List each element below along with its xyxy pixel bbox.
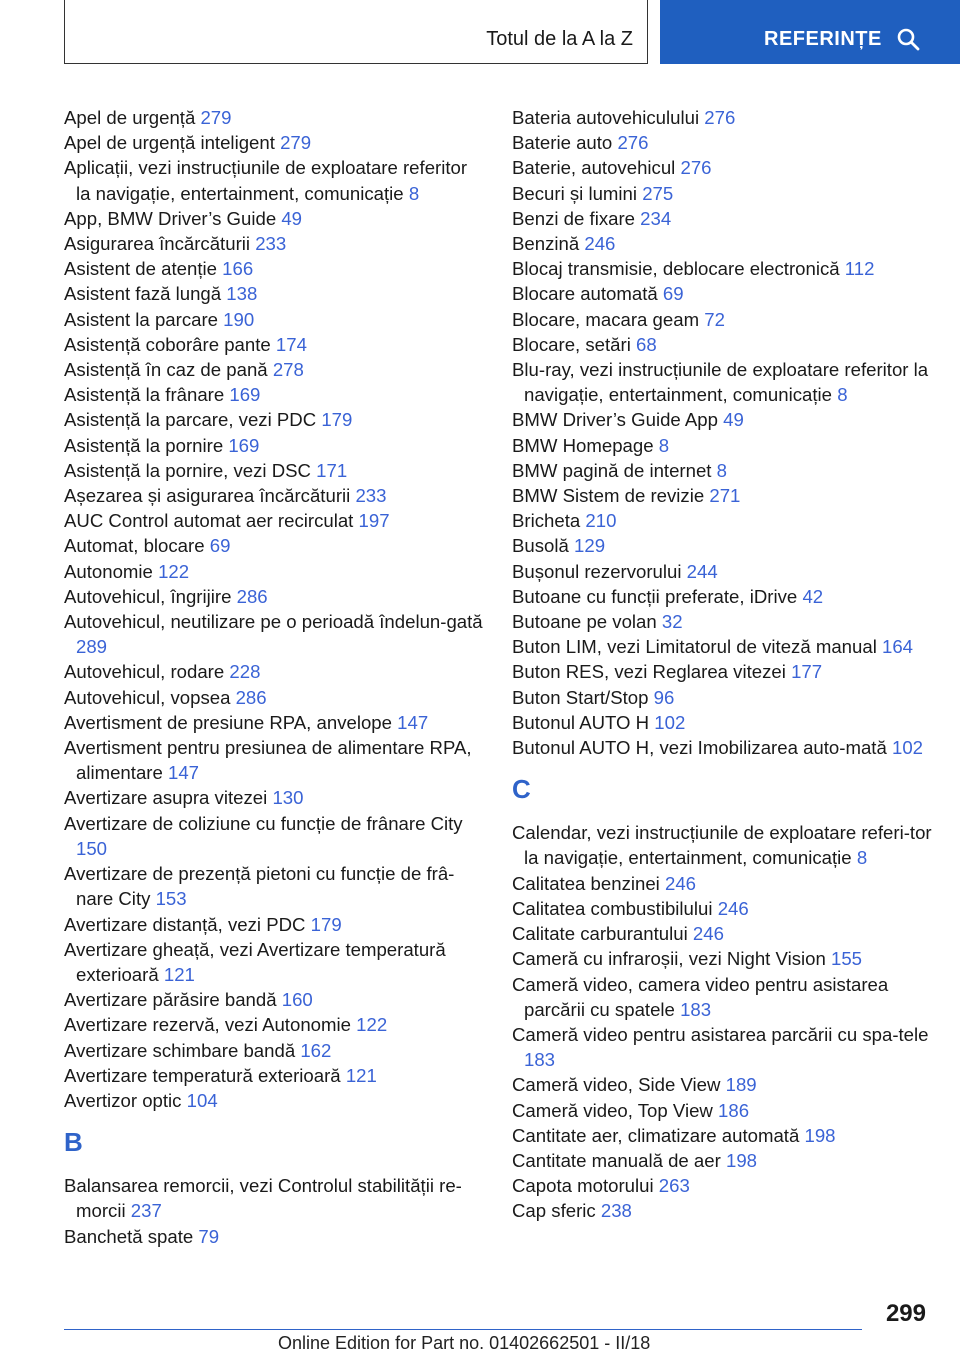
index-entry-text: Asigurarea încărcăturii bbox=[64, 233, 251, 255]
index-entry-text: Avertizare rezervă, vezi Autonomie bbox=[64, 1014, 351, 1036]
index-page-link[interactable]: 275 bbox=[642, 182, 674, 204]
index-entry-text: Asistență în caz de pană bbox=[64, 359, 268, 381]
index-entry-text: Autovehicul, neutilizare pe o perioadă îndelun-gată bbox=[64, 611, 483, 633]
index-entry-text: Butoane pe volan bbox=[512, 611, 657, 633]
index-entry bbox=[512, 433, 932, 458]
index-entry bbox=[64, 332, 484, 357]
section-header-box bbox=[64, 0, 648, 64]
index-page-link[interactable]: 164 bbox=[882, 636, 914, 658]
index-entry-text: Blocare, macara geam bbox=[512, 308, 700, 330]
index-entry bbox=[64, 811, 484, 861]
index-page-link[interactable]: 237 bbox=[130, 1200, 162, 1222]
index-page-link[interactable]: 190 bbox=[223, 308, 255, 330]
index-entry-text: Avertizare de coliziune cu funcție de frânare City bbox=[64, 812, 463, 834]
index-entry-text: Bateria autovehiculului bbox=[512, 107, 700, 128]
index-entry bbox=[512, 871, 932, 896]
index-page-link[interactable]: 42 bbox=[802, 585, 824, 607]
index-entry bbox=[64, 508, 484, 533]
index-page-link[interactable]: 246 bbox=[692, 923, 724, 945]
index-entry bbox=[512, 407, 932, 432]
index-page-link[interactable]: 246 bbox=[717, 897, 749, 919]
index-page-link[interactable]: 276 bbox=[704, 107, 736, 128]
index-page-link[interactable]: 8 bbox=[658, 434, 670, 456]
index-entry bbox=[512, 130, 932, 155]
index-page-link[interactable]: 79 bbox=[198, 1225, 220, 1247]
index-entry-text: Avertizare gheață, vezi Avertizare temperatură exterioară bbox=[64, 938, 446, 985]
index-entry-text: Benzi de fixare bbox=[512, 207, 635, 229]
index-entry bbox=[512, 307, 932, 332]
index-entry bbox=[64, 584, 484, 609]
index-page-link[interactable]: 233 bbox=[255, 233, 287, 255]
index-entry bbox=[64, 1173, 484, 1223]
index-page-link[interactable]: 233 bbox=[355, 485, 387, 507]
index-entry bbox=[64, 357, 484, 382]
index-entry bbox=[64, 659, 484, 684]
index-entry bbox=[512, 1148, 932, 1173]
index-page-link[interactable]: 122 bbox=[158, 560, 190, 582]
index-entry-text: Avertisment pentru presiunea de alimentare RPA, alimentare bbox=[64, 737, 472, 784]
index-entry-text: Avertizare asupra vitezei bbox=[64, 787, 268, 809]
index-entry-text: BMW Homepage bbox=[512, 434, 654, 456]
index-page-link[interactable]: 289 bbox=[76, 636, 108, 658]
index-entry bbox=[512, 105, 932, 130]
index-entry bbox=[64, 1012, 484, 1037]
index-entry-text: Calitate carburantului bbox=[512, 923, 688, 945]
index-entry-text: Blocare, setări bbox=[512, 333, 631, 355]
index-entry bbox=[512, 483, 932, 508]
index-entry-text: Capota motorului bbox=[512, 1175, 654, 1197]
index-entry-text: Autovehicul, rodare bbox=[64, 661, 225, 683]
index-entry bbox=[64, 1088, 484, 1113]
index-page-link[interactable]: 174 bbox=[275, 333, 307, 355]
index-entry bbox=[512, 332, 932, 357]
index-entry-text: Asistență coborâre pante bbox=[64, 333, 271, 355]
index-page-link[interactable]: 278 bbox=[272, 359, 304, 381]
index-page-link[interactable]: 8 bbox=[837, 384, 848, 406]
index-entry-text: Automat, blocare bbox=[64, 535, 205, 557]
index-entry-text: Asistență la frânare bbox=[64, 384, 225, 406]
index-entry-text: App, BMW Driver’s Guide bbox=[64, 207, 277, 229]
index-page-link[interactable]: 69 bbox=[209, 535, 231, 557]
index-page-link[interactable]: 138 bbox=[226, 283, 258, 305]
index-entry bbox=[512, 1022, 932, 1072]
index-page-link[interactable]: 8 bbox=[856, 847, 868, 869]
index-page-link[interactable]: 102 bbox=[654, 711, 686, 733]
index-entry bbox=[64, 912, 484, 937]
index-page-link[interactable]: 279 bbox=[280, 132, 312, 154]
index-entry bbox=[512, 735, 932, 760]
footer bbox=[278, 1333, 650, 1354]
index-entry-text: Calitatea benzinei bbox=[512, 872, 660, 894]
index-entry bbox=[512, 1198, 932, 1223]
index-page-link[interactable]: 198 bbox=[804, 1124, 836, 1146]
index-entry-text: Cameră cu infraroșii, vezi Night Vision bbox=[512, 948, 826, 970]
footer-edition: Online Edition for Part no. 01402662501 - II/18 bbox=[278, 1333, 651, 1353]
index-page-link[interactable]: 153 bbox=[155, 888, 187, 910]
index-entry bbox=[64, 256, 484, 281]
index-entry bbox=[64, 281, 484, 306]
index-page-link[interactable]: 183 bbox=[524, 1049, 556, 1071]
index-entry-text: AUC Control automat aer recirculat bbox=[64, 510, 354, 532]
index-entry-text: Cameră video, camera video pentru asistarea parcării cu spatele bbox=[512, 973, 889, 1020]
index-page-link[interactable]: 286 bbox=[235, 686, 267, 708]
index-page-link[interactable]: 121 bbox=[163, 963, 195, 985]
index-entry-text: Aplicații, vezi instrucțiunile de exploatare referitor la navigație, entertainment, comunicație bbox=[64, 157, 468, 204]
index-page-link[interactable]: 179 bbox=[321, 409, 353, 431]
index-entry bbox=[512, 508, 932, 533]
index-page-link[interactable]: 150 bbox=[76, 837, 108, 859]
index-page-link[interactable]: 72 bbox=[704, 308, 725, 330]
index-page-link[interactable]: 129 bbox=[574, 535, 606, 557]
index-entry bbox=[64, 710, 484, 735]
index-page-link[interactable]: 121 bbox=[345, 1064, 377, 1086]
index-entry-text: Cameră video pentru asistarea parcării cu spa-tele bbox=[512, 1023, 929, 1045]
index-entry-text: Avertizor optic bbox=[64, 1089, 182, 1111]
index-page-link[interactable]: 160 bbox=[281, 989, 313, 1011]
index-page-link[interactable]: 104 bbox=[186, 1089, 218, 1111]
index-entry bbox=[512, 921, 932, 946]
page-number: 299 bbox=[885, 1300, 926, 1327]
index-page-link[interactable]: 271 bbox=[709, 485, 741, 507]
index-entry bbox=[512, 559, 932, 584]
index-letter-heading: C bbox=[512, 774, 531, 805]
index-entry bbox=[64, 105, 484, 130]
index-entry bbox=[512, 181, 932, 206]
index-entry-text: Calendar, vezi instrucțiunile de exploatare referi-tor la navigație, entertainment, comunicație bbox=[512, 822, 932, 869]
references-tab[interactable] bbox=[660, 0, 960, 64]
index-letter-heading: B bbox=[64, 1127, 83, 1158]
index-entry-text: Busolă bbox=[512, 535, 569, 557]
index-entry bbox=[512, 946, 932, 971]
index-entry-text: Benzină bbox=[512, 233, 580, 255]
index-entry bbox=[64, 130, 484, 155]
index-entry-text: Baterie auto bbox=[512, 132, 613, 154]
index-page-link[interactable]: 49 bbox=[723, 409, 744, 431]
index-entry-text: Autovehicul, îngrijire bbox=[64, 585, 232, 607]
index-entry bbox=[64, 735, 484, 785]
index-column-left bbox=[64, 105, 484, 1249]
index-page-link[interactable]: 246 bbox=[665, 872, 697, 894]
index-entry-text: BMW Driver’s Guide App bbox=[512, 409, 718, 431]
index-entry bbox=[64, 307, 484, 332]
index-entry bbox=[64, 231, 484, 256]
index-entry bbox=[512, 1123, 932, 1148]
index-entry-text: Butoane cu funcții preferate, iDrive bbox=[512, 585, 798, 607]
index-page-link[interactable]: 246 bbox=[584, 233, 616, 255]
index-entry bbox=[64, 785, 484, 810]
index-entry-text: Balansarea remorcii, vezi Controlul stabilității re-morcii bbox=[64, 1175, 462, 1222]
index-entry-text: Asistență la pornire, vezi DSC bbox=[64, 459, 311, 481]
index-entry bbox=[512, 820, 932, 870]
index-page-link[interactable]: 238 bbox=[600, 1200, 632, 1222]
index-entry bbox=[512, 231, 932, 256]
index-entry bbox=[64, 1063, 484, 1088]
index-entry bbox=[64, 206, 484, 231]
index-entry-text: Bușonul rezervorului bbox=[512, 560, 682, 582]
index-entry-text: Așezarea și asigurarea încărcăturii bbox=[64, 485, 351, 507]
index-entry bbox=[512, 896, 932, 921]
index-page-link[interactable]: 276 bbox=[617, 132, 649, 154]
index-page-link[interactable]: 234 bbox=[640, 207, 672, 229]
index-entry-text: Buton RES, vezi Reglarea vitezei bbox=[512, 661, 786, 683]
index-page-link[interactable]: 112 bbox=[844, 258, 875, 280]
index-entry bbox=[64, 155, 484, 205]
index-page-link[interactable]: 169 bbox=[228, 434, 260, 456]
index-entry-text: Blocaj transmisie, deblocare electronică bbox=[512, 258, 840, 280]
index-entry bbox=[512, 206, 932, 231]
index-entry bbox=[512, 1098, 932, 1123]
index-entry-text: Baterie, autovehicul bbox=[512, 157, 676, 179]
index-entry-text: Cameră video, Top View bbox=[512, 1099, 713, 1121]
index-entry-text: Cameră video, Side View bbox=[512, 1074, 721, 1096]
index-entry-text: Butonul AUTO H, vezi Imobilizarea auto-mată bbox=[512, 737, 887, 759]
index-entry-text: Asistent la parcare bbox=[64, 308, 218, 330]
index-page-link[interactable]: 179 bbox=[310, 913, 342, 935]
index-entry-text: Avertizare temperatură exterioară bbox=[64, 1064, 341, 1086]
index-entry-text: Buton LIM, vezi Limitatorul de viteză manual bbox=[512, 636, 877, 658]
index-entry-text: BMW Sistem de revizie bbox=[512, 485, 705, 507]
index-page-link[interactable]: 8 bbox=[716, 459, 727, 481]
index-page-link[interactable]: 177 bbox=[791, 661, 823, 683]
index-page-link[interactable]: 96 bbox=[653, 686, 675, 708]
index-entry-text: Asistent fază lungă bbox=[64, 283, 222, 305]
index-entry-text: Avertizare schimbare bandă bbox=[64, 1039, 296, 1061]
index-entry bbox=[512, 357, 932, 407]
index-entry-text: Avertizare de prezență pietoni cu funcție de frâ-nare City bbox=[64, 863, 455, 910]
index-entry bbox=[64, 483, 484, 508]
index-page-link[interactable]: 102 bbox=[891, 737, 924, 759]
index-entry bbox=[64, 937, 484, 987]
index-page-link[interactable]: 147 bbox=[397, 711, 429, 733]
section-title: Totul de la A la Z bbox=[486, 28, 633, 50]
index-entry bbox=[64, 609, 484, 659]
index-page-link[interactable]: 279 bbox=[200, 107, 232, 128]
index-column-right bbox=[512, 105, 932, 1224]
index-entry bbox=[512, 609, 932, 634]
index-entry-text: Cap sferic bbox=[512, 1200, 596, 1222]
index-entry-text: Becuri și lumini bbox=[512, 182, 638, 204]
index-page-link[interactable]: 276 bbox=[680, 157, 712, 179]
index-entry-text: Butonul AUTO H bbox=[512, 711, 650, 733]
index-page-link[interactable]: 186 bbox=[718, 1099, 750, 1121]
search-icon[interactable] bbox=[896, 27, 920, 51]
index-entry bbox=[512, 584, 932, 609]
index-entry bbox=[512, 710, 932, 735]
index-page-link[interactable]: 286 bbox=[236, 585, 268, 607]
index-page-link[interactable]: 189 bbox=[725, 1074, 757, 1096]
index-page-link[interactable]: 122 bbox=[356, 1014, 388, 1036]
index-page-link[interactable]: 69 bbox=[662, 283, 684, 305]
index-entry bbox=[64, 433, 484, 458]
index-page-link[interactable]: 166 bbox=[222, 258, 254, 280]
index-entry bbox=[64, 1038, 484, 1063]
index-entry bbox=[64, 861, 484, 911]
index-page-link[interactable]: 171 bbox=[316, 459, 348, 481]
index-entry bbox=[512, 1072, 932, 1097]
index-entry bbox=[512, 972, 932, 1022]
index-entry bbox=[64, 533, 484, 558]
index-entry bbox=[512, 634, 932, 659]
index-entry-text: Blocare automată bbox=[512, 283, 658, 305]
index-entry-text: Blu-ray, vezi instrucțiunile de exploatare referitor la navigație, entertainment, comunicație bbox=[512, 359, 929, 406]
index-entry bbox=[512, 533, 932, 558]
index-entry-text: Calitatea combustibilului bbox=[512, 897, 713, 919]
index-page-link[interactable]: 228 bbox=[229, 661, 261, 683]
references-tab-label: REFERINȚE bbox=[764, 28, 882, 50]
index-entry bbox=[64, 685, 484, 710]
index-page-link[interactable]: 68 bbox=[636, 333, 657, 355]
index-page-link[interactable]: 155 bbox=[830, 948, 863, 970]
index-entry bbox=[64, 987, 484, 1012]
index-page-link[interactable]: 263 bbox=[658, 1175, 690, 1197]
index-page-link[interactable]: 169 bbox=[229, 384, 261, 406]
index-page-link[interactable]: 147 bbox=[168, 762, 200, 784]
index-entry-text: Banchetă spate bbox=[64, 1225, 194, 1247]
index-entry-text: BMW pagină de internet bbox=[512, 459, 712, 481]
index-entry-text: Bricheta bbox=[512, 510, 581, 532]
index-entry-text: Avertisment de presiune RPA, anvelope bbox=[64, 711, 392, 733]
index-page-link[interactable]: 162 bbox=[300, 1039, 332, 1061]
index-entry bbox=[64, 382, 484, 407]
index-entry bbox=[64, 407, 484, 432]
index-entry-text: Asistență la pornire bbox=[64, 434, 224, 456]
index-page-link[interactable]: 8 bbox=[408, 182, 420, 204]
index-entry-text: Cantitate aer, climatizare automată bbox=[512, 1124, 800, 1146]
index-page-link[interactable]: 198 bbox=[725, 1149, 758, 1171]
index-page-link[interactable]: 197 bbox=[358, 510, 390, 532]
index-entry bbox=[512, 1173, 932, 1198]
index-entry-text: Autonomie bbox=[64, 560, 153, 582]
index-entry-text: Avertizare părăsire bandă bbox=[64, 989, 277, 1011]
index-entry-text: Asistență la parcare, vezi PDC bbox=[64, 409, 317, 431]
index-entry bbox=[64, 559, 484, 584]
index-entry-text: Autovehicul, vopsea bbox=[64, 686, 231, 708]
index-entry bbox=[512, 281, 932, 306]
index-entry bbox=[512, 256, 932, 281]
index-page-link[interactable]: 32 bbox=[661, 611, 683, 633]
index-entry-text: Cantitate manuală de aer bbox=[512, 1149, 721, 1171]
index-entry bbox=[64, 458, 484, 483]
index-entry bbox=[512, 659, 932, 684]
index-entry-text: Avertizare distanță, vezi PDC bbox=[64, 913, 306, 935]
index-entry bbox=[512, 685, 932, 710]
index-entry-text: Apel de urgență bbox=[64, 107, 196, 128]
index-page-link[interactable]: 210 bbox=[585, 510, 617, 532]
index-entry-text: Apel de urgență inteligent bbox=[64, 132, 275, 154]
index-entry bbox=[512, 458, 932, 483]
index-page-link[interactable]: 244 bbox=[686, 560, 718, 582]
index-entry-text: Buton Start/Stop bbox=[512, 686, 649, 708]
index-page-link[interactable]: 49 bbox=[281, 207, 303, 229]
index-page-link[interactable]: 130 bbox=[272, 787, 304, 809]
index-page-link[interactable]: 183 bbox=[680, 998, 712, 1020]
index-entry bbox=[512, 155, 932, 180]
index-entry bbox=[64, 1224, 484, 1249]
index-entry-text: Asistent de atenție bbox=[64, 258, 217, 280]
footer-divider bbox=[64, 1329, 862, 1330]
